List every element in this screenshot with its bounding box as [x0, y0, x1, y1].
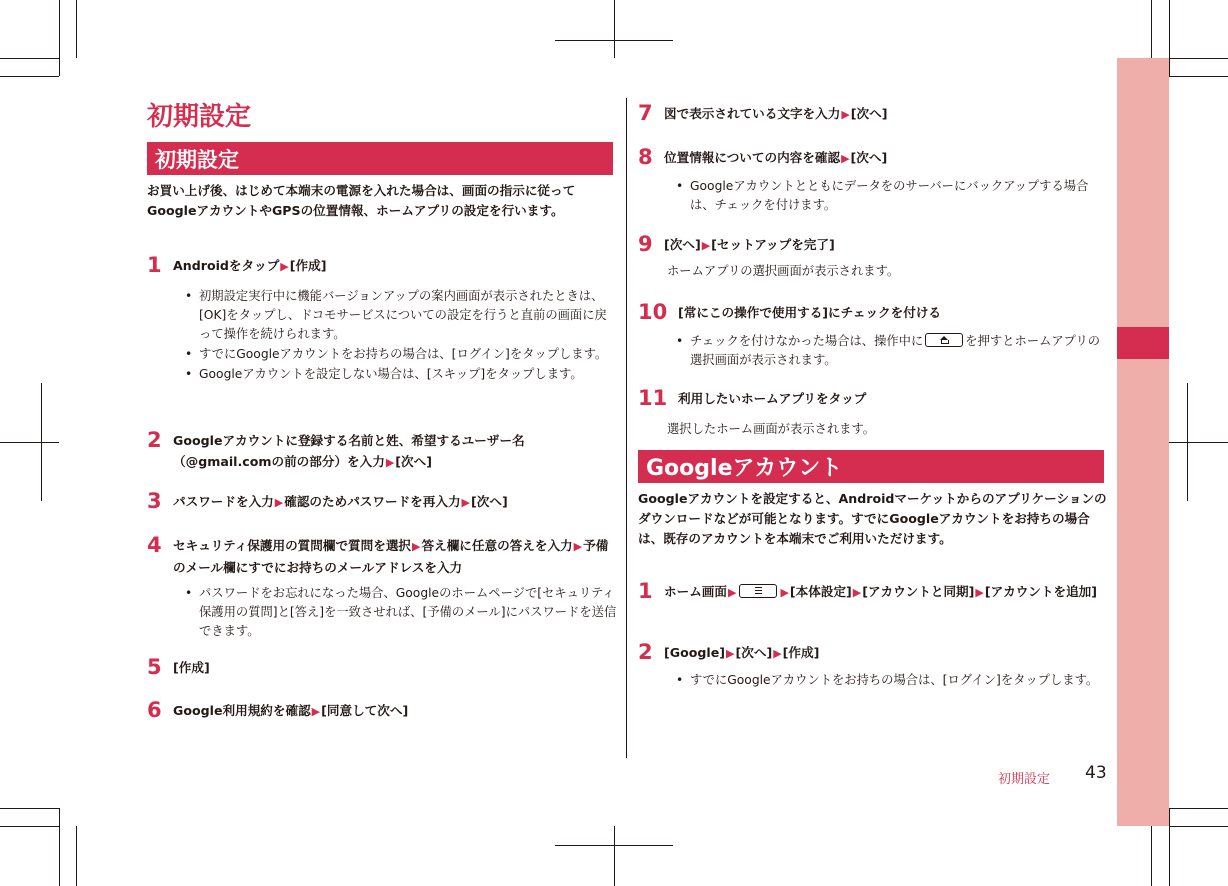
chapter-side-marker [1117, 327, 1169, 359]
right-triangle-icon: ▶ [975, 586, 984, 599]
google-step-2: 2 [Google]▶[次へ]▶[作成] [638, 640, 820, 664]
step-9: 9 [次へ]▶[セットアップを完了] [638, 232, 835, 256]
list-item: • 初期設定実行中に機能バージョンアップの案内画面が表示されたときは、[OK]をタップし、ドコモサービスについての設定を行うと直前の画面に戻って操作を続けられます。 [185, 289, 607, 341]
footer-chapter-label: 初期設定 [998, 772, 1051, 787]
step-number: 9 [638, 232, 653, 256]
section-heading-google-account: Googleアカウント [638, 450, 1104, 483]
google-step-2-notes [676, 671, 1108, 691]
step-1: 1 Androidをタップ▶[作成] [147, 253, 327, 277]
right-triangle-icon: ▶ [412, 540, 421, 553]
step-number: 6 [147, 698, 162, 722]
step-number: 4 [147, 533, 162, 557]
step-5: 5 [作成] [147, 655, 210, 679]
right-triangle-icon: ▶ [773, 647, 782, 660]
chapter-side-tab [1117, 58, 1169, 826]
right-triangle-icon: ▶ [852, 586, 862, 599]
home-key-icon [925, 333, 963, 347]
page-number: 43 [1085, 763, 1107, 783]
step-number: 1 [147, 253, 162, 277]
list-item: • パスワードをお忘れになった場合、Googleのホームページで[セキュリティ保護用の質問]と[答え]を一致させれば、[予備のメール]にパスワードを送信できます。 [185, 586, 617, 638]
step-number: 1 [638, 579, 653, 603]
section-intro: お買い上げ後、はじめて本端末の電源を入れた場合は、画面の指示に従ってGoogleアカウントやGPSの位置情報、ホームアプリの設定を行います。 [147, 183, 576, 218]
section2-intro: Googleアカウントを設定すると、Androidマーケットからのアプリケーションのダウンロードなどが可能となります。すでにGoogleアカウントをお持ちの場合は、既存のアカウントを本端末でご利用いただけます。 [638, 491, 1107, 546]
step-number: 8 [638, 145, 653, 169]
right-triangle-icon: ▶ [461, 496, 470, 509]
step-11-note: 選択したホーム画面が表示されます。 [667, 422, 876, 436]
right-triangle-icon: ▶ [726, 647, 735, 660]
step-8: 8 位置情報についての内容を確認▶[次へ] [638, 145, 888, 169]
right-triangle-icon: ▶ [701, 239, 711, 252]
step-1-notes [185, 287, 617, 385]
step-7: 7 図で表示されている文字を入力▶[次へ] [638, 101, 888, 125]
list-item: • Googleアカウントを設定しない場合は、[スキップ]をタップします。 [185, 367, 583, 381]
step-3: 3 パスワードを入力▶確認のためパスワードを再入力▶[次へ] [147, 489, 508, 513]
step-11: 11 利用したいホームアプリをタップ [638, 386, 867, 410]
step-4: 4 セキュリティ保護用の質問欄で質問を選択▶答え欄に任意の答えを入力▶予備のメール欄にすでにお持ちのメールアドレスを入力 [147, 533, 609, 575]
right-triangle-icon: ▶ [385, 456, 395, 469]
list-item: • すでにGoogleアカウントをお持ちの場合は、[ログイン]をタップします。 [185, 347, 608, 361]
step-number: 10 [638, 300, 668, 324]
step-number: 5 [147, 655, 162, 679]
step-number: 3 [147, 489, 162, 513]
step-number: 2 [147, 428, 162, 452]
step-8-notes [676, 177, 1108, 216]
menu-key-icon [739, 584, 777, 598]
list-item: • チェックを付けなかった場合は、操作中に を押すとホームアプリの選択画面が表示されます。 [676, 334, 1101, 367]
step-4-notes [185, 584, 617, 642]
list-item: • Googleアカウントとともにデータをのサーバーにバックアップする場合は、チェックを付けます。 [676, 179, 1089, 212]
list-item: • すでにGoogleアカウントをお持ちの場合は、[ログイン]をタップします。 [676, 673, 1099, 687]
column-divider [626, 98, 627, 758]
step-number: 11 [638, 386, 668, 410]
step-number: 7 [638, 101, 653, 125]
right-triangle-icon: ▶ [727, 586, 737, 599]
right-triangle-icon: ▶ [274, 496, 284, 509]
step-number: 2 [638, 640, 653, 664]
google-step-1: 1 ホーム画面▶ ▶[本体設定]▶[アカウントと同期]▶[アカウントを追加] [638, 579, 1098, 603]
section-heading-initial-setup: 初期設定 [147, 142, 613, 175]
step-10: 10 [常にこの操作で使用する]にチェックを付ける [638, 300, 942, 324]
right-triangle-icon: ▶ [780, 586, 789, 599]
step-2: 2 Googleアカウントに登録する名前と姓、希望するユーザー名（@gmail.comの前の部分）を入力▶[次へ] [147, 428, 525, 469]
right-triangle-icon: ▶ [280, 260, 289, 273]
step-9-note: ホームアプリの選択画面が表示されます。 [667, 264, 900, 278]
right-triangle-icon: ▶ [841, 108, 850, 121]
right-triangle-icon: ▶ [311, 705, 321, 718]
step-6: 6 Google利用規約を確認▶[同意して次へ] [147, 698, 409, 722]
right-triangle-icon: ▶ [841, 152, 850, 165]
page-title: 初期設定 [147, 102, 252, 132]
right-triangle-icon: ▶ [573, 540, 583, 553]
step-10-notes [676, 332, 1108, 371]
